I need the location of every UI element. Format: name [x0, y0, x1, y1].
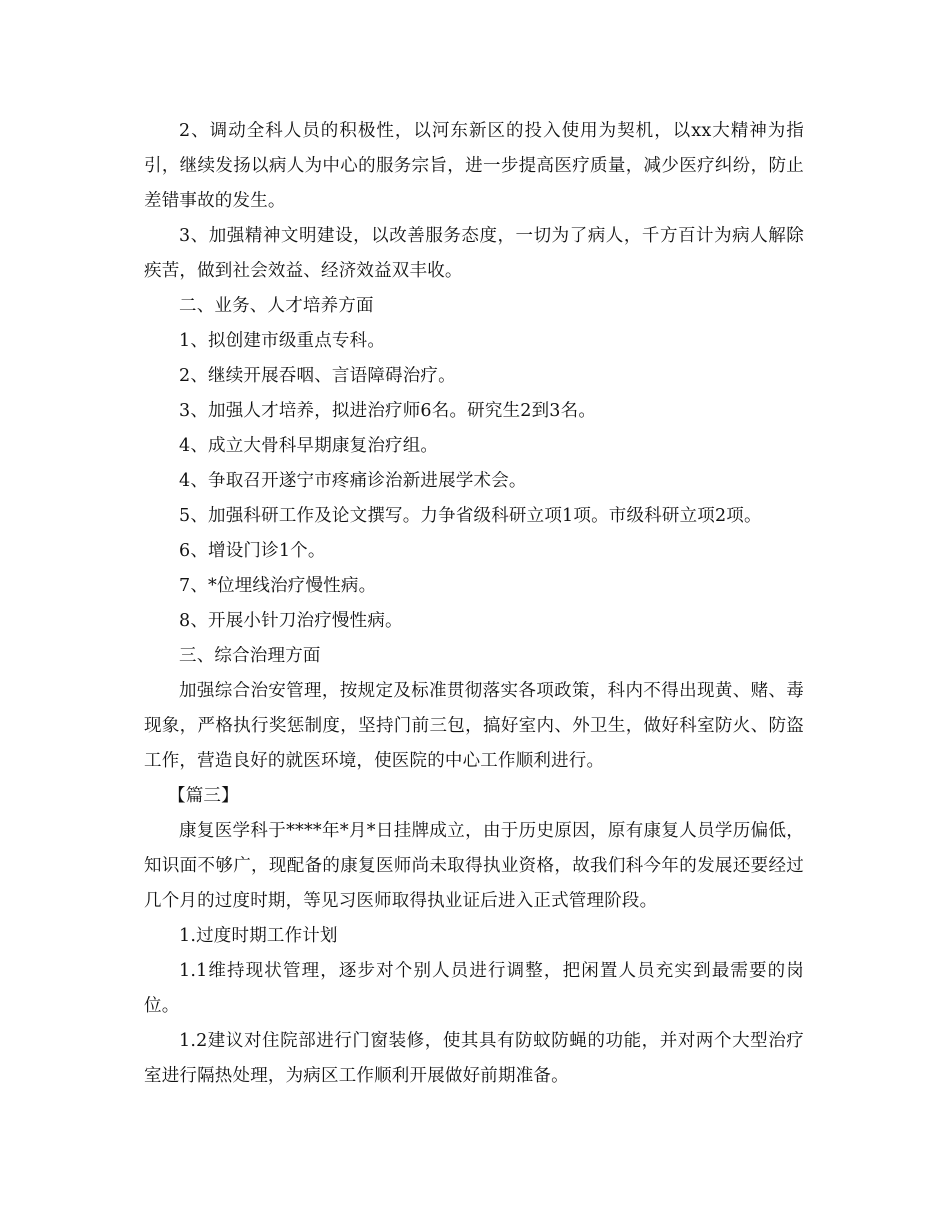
paragraph-department-intro: 康复医学科于****年*月*日挂牌成立，由于历史原因，原有康复人员学历偏低，知识面不够广，现配备的康复医师尚未取得执业资格，故我们科今年的发展还要经过几个月的过度时期，等见习医师取得执业证后进入正式管理阶段。 — [144, 821, 804, 911]
list-item-research: 5、加强科研工作及论文撰写。力争省级科研立项1项。市级科研立项2项。 — [179, 506, 762, 526]
list-item-orthopedic-group: 4、成立大骨科早期康复治疗组。 — [179, 436, 439, 456]
list-item-acupotomy: 8、开展小针刀治疗慢性病。 — [179, 611, 403, 631]
paragraph-plan-1-1: 1.1维持现状管理，逐步对个别人员进行调整，把闲置人员充实到最需要的岗位。 — [144, 961, 804, 1016]
paragraph-plan-1-2: 1.2建议对住院部进行门窗装修，使其具有防蚊防蝇的功能，并对两个大型治疗室进行隔热处理，为病区工作顺利开展做好前期准备。 — [144, 1031, 804, 1086]
subheading-transition-plan: 1.过度时期工作计划 — [179, 926, 338, 946]
paragraph-goal-3: 3、加强精神文明建设，以改善服务态度，一切为了病人，千方百计为病人解除疾苦，做到社会效益、经济效益双丰收。 — [144, 226, 804, 281]
document-body — [144, 114, 804, 1094]
list-item-clinic: 6、增设门诊1个。 — [179, 541, 326, 561]
list-item-key-specialty: 1、拟创建市级重点专科。 — [179, 331, 386, 351]
list-item-swallow-speech: 2、继续开展吞咽、言语障碍治疗。 — [179, 366, 456, 386]
part-three-heading: 【篇三】 — [168, 786, 239, 806]
paragraph-governance: 加强综合治安管理，按规定及标准贯彻落实各项政策，科内不得出现黄、赌、毒现象，严格执行奖惩制度，坚持门前三包，搞好室内、外卫生，做好科室防火、防盗工作，营造良好的就医环境，使医院的中心工作顺利进行。 — [144, 681, 804, 771]
list-item-talent-training: 3、加强人才培养，拟进治疗师6名。研究生2到3名。 — [179, 401, 597, 421]
list-item-catgut-embedding: 7、*位埋线治疗慢性病。 — [179, 576, 377, 596]
section-heading-governance: 三、综合治理方面 — [179, 646, 321, 666]
section-heading-business-talent: 二、业务、人才培养方面 — [179, 296, 374, 316]
paragraph-goal-2: 2、调动全科人员的积极性，以河东新区的投入使用为契机，以xx大精神为指引，继续发扬以病人为中心的服务宗旨，进一步提高医疗质量，减少医疗纠纷，防止差错事故的发生。 — [144, 121, 804, 211]
list-item-pain-conference: 4、争取召开遂宁市疼痛诊治新进展学术会。 — [179, 471, 527, 491]
